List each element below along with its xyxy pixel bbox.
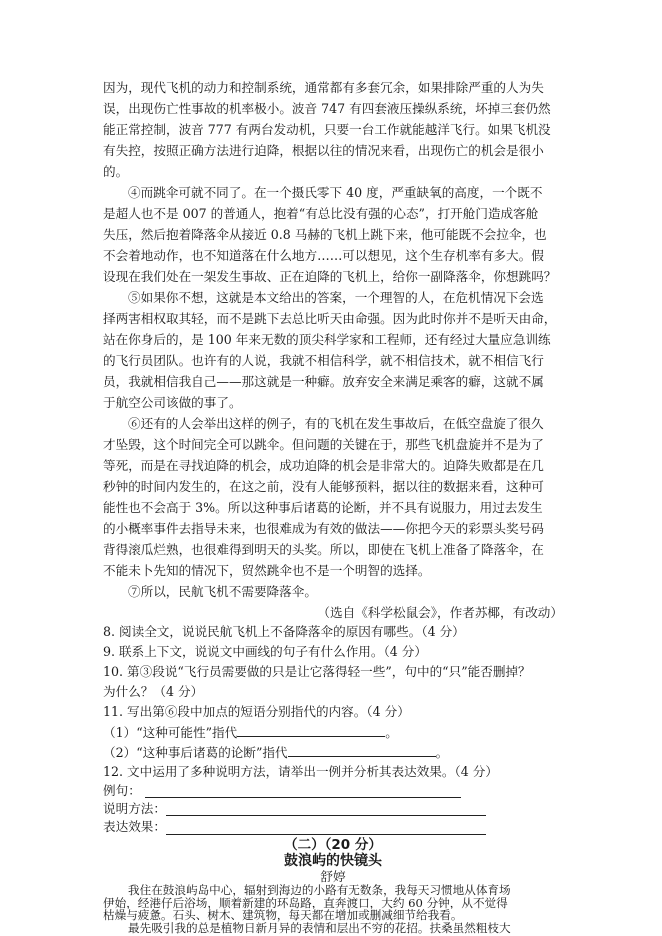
para6-line: 不能未卜先知的情况下，贸然跳伞也不是一个明智的选择。: [103, 563, 431, 578]
para4-line: 失压，然后抱着降落伞从接近 0.8 马赫的飞机上跳下来，他可能既不会拉伞，也: [103, 227, 547, 242]
question-10: 10. 第③段说“飞行员需要做的只是让它落得轻一些”，句中的“只”能否删掉？: [103, 664, 531, 679]
para3-line: 能正常控制，波音 777 有两台发动机，只要一台工作就能越洋飞行。如果飞机没: [103, 122, 551, 137]
question-12: 12. 文中运用了多种说明方法，请举出一例并分析其表达效果。（4 分）: [103, 764, 498, 779]
essay-line: 最先吸引我的总是植物日新月异的表情和层出不穷的花招。扶桑虽然粗枝大: [128, 921, 511, 934]
essay-title: 鼓浪屿的快镜头: [284, 853, 382, 869]
answer-blank-11-1[interactable]: [237, 723, 385, 737]
para6-line: 的小概率事件去指导未来，也很难成为有效的做法——你把今天的彩票头奖号码: [103, 521, 544, 536]
answer-blank-11-2[interactable]: [288, 743, 436, 757]
example-label: 例句：: [103, 783, 141, 798]
question-11: 11. 写出第⑥段中加点的短语分别指代的内容。（4 分）: [103, 704, 410, 719]
para3-line: 误，出现伤亡性事故的机率极小。波音 747 有四套液压操纵系统，坏掉三套仍然: [103, 101, 551, 116]
q11-part2-label: （2）“这种事后诸葛的论断”指代: [103, 745, 288, 760]
question-11-part2: [103, 743, 563, 762]
q11-part2-end: 。: [435, 745, 449, 760]
method-label: 说明方法：: [103, 801, 166, 816]
section-header: （二）（20 分）: [284, 837, 382, 853]
para5-line: 员，我就相信我自己——那这就是一种癖。放弃安全来满足乘客的癖，这就不属: [103, 374, 544, 389]
essay-line: 枯燥与疲惫。石头、树木、建筑物，每天都在增加或删减细节给我看。: [103, 909, 463, 922]
answer-line-method[interactable]: [166, 815, 486, 816]
question-9: 9. 联系上下文，说说文中画线的句子有什么作用。（4 分）: [103, 644, 427, 659]
answer-line-effect[interactable]: [166, 834, 486, 835]
para4-line: 不会着地动作，也不知道落在什么地方……可以想见，这个生存机率有多大。假: [103, 248, 544, 263]
question-8: 8. 阅读全文，说说民航飞机上不备降落伞的原因有哪些。（4 分）: [103, 624, 465, 639]
para5-line: 于航空公司该做的事了。: [103, 395, 242, 410]
para6-line: ⑥还有的人会举出这样的例子，有的飞机在发生事故后，在低空盘旋了很久: [128, 416, 544, 431]
essay-line: 我住在鼓浪屿岛中心，辐射到海边的小路有无数条，我每天习惯地从体育场: [128, 884, 511, 897]
para4-line: 是超人也不是 007 的普通人，抱着“有总比没有强的心态”，打开舱门造成客舱: [103, 206, 539, 221]
para5-line: 的飞行员团队。也许有的人说，我就不相信科学，就不相信技术，就不相信飞行: [103, 353, 544, 368]
para3-line: 因为，现代飞机的动力和控制系统，通常都有多套冗余，如果排除严重的人为失: [103, 80, 544, 95]
essay-author: 舒婷: [320, 869, 346, 884]
q11-part1-label: （1）“这种可能性”指代: [103, 725, 238, 740]
para4-line: ④而跳伞可就不同了。在一个摄氏零下 40 度，严重缺氧的高度，一个既不: [128, 185, 543, 200]
source-citation: （选自《科学松鼠会》，作者苏椰，有改动）: [317, 605, 563, 620]
effect-label: 表达效果：: [103, 819, 166, 834]
para6-line: 等死，而是在寻找迫降的机会，成功迫降的机会是非常大的。迫降失败都是在几: [103, 458, 544, 473]
para5-line: ⑤如果你不想，这就是本文给出的答案，一个理智的人，在危机情况下会选: [128, 290, 544, 305]
para6-line: 能性也不会高于 3%。所以这种事后诸葛的论断，并不具有说服力，用过去发生: [103, 500, 543, 515]
para5-line: 择两害相权取其轻，而不是跳下去总比听天由命强。因为此时你并不是听天由命，: [103, 311, 557, 326]
para3-line: 的。: [103, 164, 129, 179]
para4-line: 设现在我们处在一架发生事故、正在迫降的飞机上，给你一副降落伞，你想跳吗？: [103, 269, 557, 284]
q11-part1-end: 。: [385, 725, 398, 740]
para6-line: 秒钟的时间内发生的，在这之前，没有人能够预料，据以往的数据来看，这种可: [103, 479, 544, 494]
para3-line: 有失控，按照正确方法进行迫降，根据以往的情况来看，出现伤亡的机会是很小: [103, 143, 544, 158]
para6-line: 背得滚瓜烂熟，也很难得到明天的头奖。所以，即使在飞机上准备了降落伞，在: [103, 542, 544, 557]
para5-line: 站在你身后的，是 100 年来无数的顶尖科学家和工程师，还有经过大量应急训练: [103, 332, 551, 347]
para6-line: 才坠毁，这个时间完全可以跳伞。但问题的关键在于，那些飞机盘旋并不是为了: [103, 437, 544, 452]
question-11-part1: [103, 723, 563, 742]
essay-line: 伊始，经港仔后浴场，顺着新建的环岛路，直奔渡口，大约 60 分钟，从不觉得: [103, 896, 508, 909]
question-10-cont: 为什么？（4 分）: [103, 684, 204, 699]
answer-line-example[interactable]: [145, 797, 461, 798]
para7: ⑦所以，民航飞机不需要降落伞。: [128, 584, 317, 599]
